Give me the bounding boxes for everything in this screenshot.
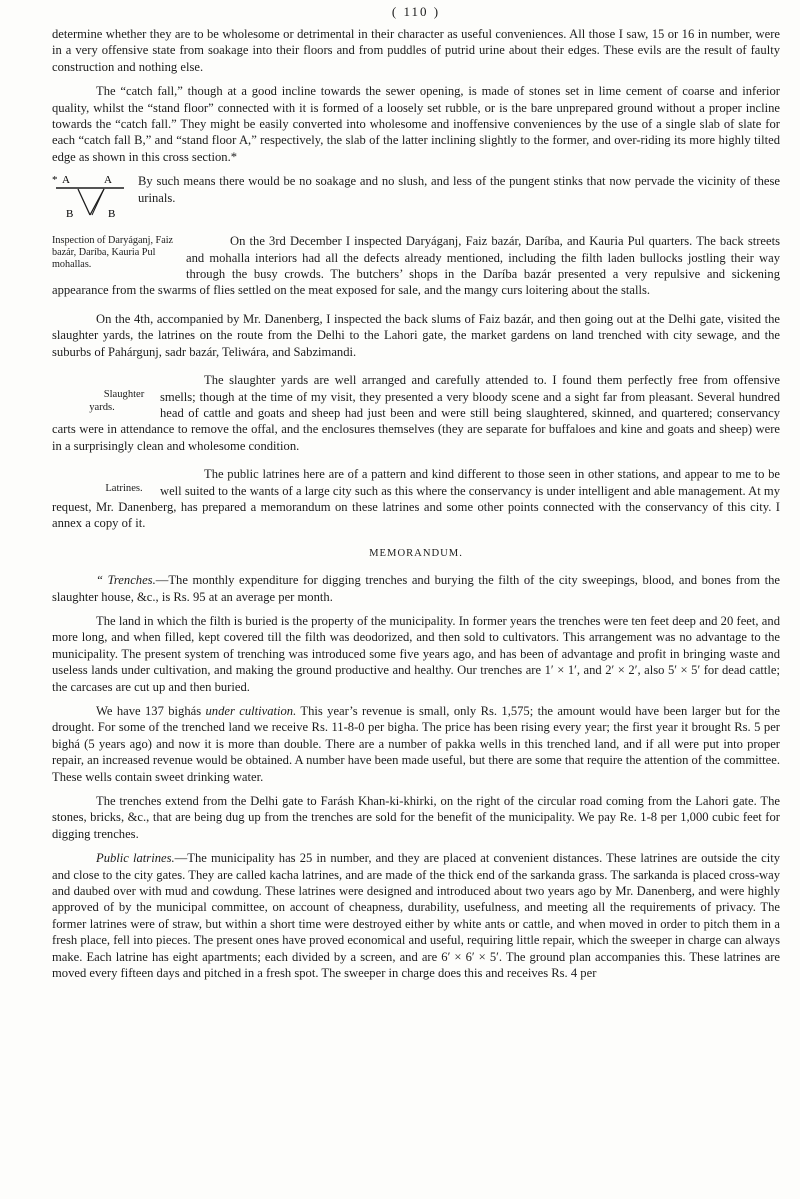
- paragraph-slaughter-text: The slaughter yards are well arranged and carefully attended to. I found them perfectly free from offensive smells; though at the time of my visit, they presented a very bloody scene and a sight far from pleasant. Several hundred head of cattle and goats and sheep had just been and were still being slaughtered, skinned, and quartered; conservancy carts were in attendance to remove the offal, and the enclosures themselves (they are separate for buffaloes and kine and goats and sheep) were in a surprisingly clean and wholesome condition.: [52, 373, 780, 453]
- catch-fall-right-edge: [92, 189, 104, 215]
- diagram-label-b-left: B: [66, 208, 74, 221]
- memo-public-latrines-text: —The municipality has 25 in number, and they are placed at convenient distances. These latrines are outside the city and close to the city gates. They are called kacha latrines, and are made of the thick end of the sarkanda grass. The sarkanda is placed cross-way and daubed over with mud and cowdung. These latrines were designed and introduced about two years ago by Mr. Danenberg, and were highly approved of by the municipal committee, on account of cheapness, durability, usefulness, and meeting all the requirements of privacy. The former latrines were of straw, but within a short time were destroyed either by white ants or cattle, and when moved in order to pitch them in a fresh place, fell into pieces. The present ones have proved economical and useful, requiring little repair, which the sweeper in charge can always make. Each latrine has eight apartments; each divided by a screen, and are 6′ × 6′ × 5′. The ground plan accompanies this. These latrines are moved every fifteen days and pitched in a fresh spot. The sweeper in charge does this and receives Rs. 4 per: [52, 851, 781, 981]
- section-inspection: [52, 233, 780, 299]
- memo-public-latrines-heading: Public latrines.: [96, 851, 175, 866]
- paragraph-urinals-state: determine whether they are to be wholesome or detrimental in their character as useful conveniences. All those I saw, 15 or 16 in number, were in a very offensive state from soakage into their floors and from puddles of putrid urine about their edges. These evils are the result of faulty construction and nothing else.: [52, 27, 780, 74]
- memo-cultivation-italic: under cultivation.: [205, 704, 297, 718]
- cross-section-block: [52, 173, 780, 221]
- page-number: ( 110 ): [391, 4, 441, 19]
- memo-land: The land in which the filth is buried is the property of the municipality. In former years the trenches were ten feet deep and 20 feet, and more long, and when filled, kept covered till the filth was deodorized, and then sold to cultivators. This arrangement was no advantage to the municipality. The present system of trenching was introduced some five years ago, and has been of advantage and profit in bringing waste and useless lands under cultivation, and making the ground productive and healthy. Our trenches are 1′ × 1′, and 2′ × 2′, also 5′ × 5′ for dead cattle; the carcases are cut up and then buried.: [52, 613, 780, 694]
- paragraph-latrines-text: The public latrines here are of a pattern and kind different to those seen in other stations, and appear to me to be well suited to the wants of a large city such as this where the conservancy is under intelligent and able management. At my request, Mr. Danenberg, has prepared a memorandum on these latrines and some other points connected with the conservancy of this city. I annex a copy of it.: [52, 467, 780, 531]
- margin-note-slaughter: Slaughter yards.: [89, 389, 145, 414]
- cross-section-svg: [52, 173, 128, 221]
- paragraph-catch-fall: The “catch fall,” though at a good incline towards the sewer opening, is made of stones set in lime cement of coarse and inferior quality, whilst the “stand floor” connected with it is formed of a loosely set rubble, or is the bare unprepared ground without a proper incline towards the “catch fall.” They might be easily converted into wholesome and inoffensive conveniences by the use of a single slab of slate for each “catch fall B,” and “stand floor A,” respectively, the slab of the latter inclining slightly to the former, and over-riding its more highly tilted edge as shown in this cross section.*: [52, 84, 780, 164]
- memo-trenches-text: —The monthly expenditure for digging trenches and burying the filth of the city sweepings, blood, and bones from the slaughter house, &c., is Rs. 95 at an average per month.: [52, 573, 780, 604]
- memo-cultivation: [52, 703, 780, 785]
- diagram-label-b-right: B: [108, 208, 116, 221]
- paragraph-slab-result: By such means there would be no soakage and no slush, and less of the pungent stinks that now pervade the vicinity of these urinals.: [138, 174, 780, 205]
- diagram-label-a-right: A: [104, 174, 112, 187]
- diagram-label-a-left: A: [62, 174, 70, 187]
- paragraph-inspection: [52, 233, 780, 299]
- paragraph-fourth-visit: On the 4th, accompanied by Mr. Danenberg, I inspected the back slums of Faiz bazár, and then going out at the Delhi gate, visited the slaughter yards, the latrines on the route from the Delhi to the Lahori gate, the market gardens on land trenched with city sewage, and the suburbs of Pahárgunj, sadr bazár, Teliwára, and Sabzimandi.: [52, 311, 780, 359]
- paragraph-slaughter-yards: [52, 372, 780, 454]
- section-slaughter-yards: [52, 372, 780, 454]
- paragraph-inspection-text: On the 3rd December I inspected Daryáganj, Faiz bazár, Daríba, and Kauria Pul quarters. The back streets and mohalla interiors had all the defects already mentioned, including the filth laden bullocks jostling their way through the busy crowds. The butchers’ shops in the Daríba bazár presented a very repulsive and sickening appearance from the swarms of flies settled on the meat exposed for sale, and the mangy curs loitering about the stalls.: [52, 234, 780, 298]
- diagram-star: *: [52, 174, 58, 187]
- catch-fall-left-slab: [78, 189, 90, 215]
- margin-note-inspection: Inspection of Daryáganj, Faiz bazár, Daríba, Kauria Pul mohallas.: [52, 235, 174, 271]
- memo-cultivation-b: This year’s revenue is small, only Rs. 1,575; the amount would have been larger but for the drought. For some of the trenched land we receive Rs. 11-8-0 per bigha. The price has been rising every year; the first year it brought Rs. 5 per bighá (5 years ago) and now it is more than double. There are a number of pakka wells in this trenched land, and if all were put into proper repair, an increased revenue would be obtained. A number have been made useful, but there are some that require the attention of the committee. These wells contain sweet drinking water.: [52, 704, 781, 784]
- memo-cultivation-a: We have 137 bighás: [96, 704, 206, 718]
- memo-trenches: [52, 572, 780, 605]
- cross-section-diagram: [52, 173, 128, 221]
- section-latrines: [52, 466, 780, 532]
- memorandum-heading: MEMORANDUM.: [369, 547, 463, 559]
- memo-trenches-heading: “ Trenches.: [96, 573, 156, 588]
- memo-trench-extent: The trenches extend from the Delhi gate to Farásh Khan-ki-khirki, on the right of the circular road coming from the Lahori gate. The stones, bricks, &c., that are being dug up from the trenches are sold for the benefit of the municipality. We pay Re. 1-8 per 1,000 cubic feet for digging trenches.: [52, 794, 780, 841]
- paragraph-latrines: [52, 466, 780, 532]
- margin-note-latrines: Latrines.: [105, 483, 143, 495]
- memo-public-latrines: [52, 850, 780, 981]
